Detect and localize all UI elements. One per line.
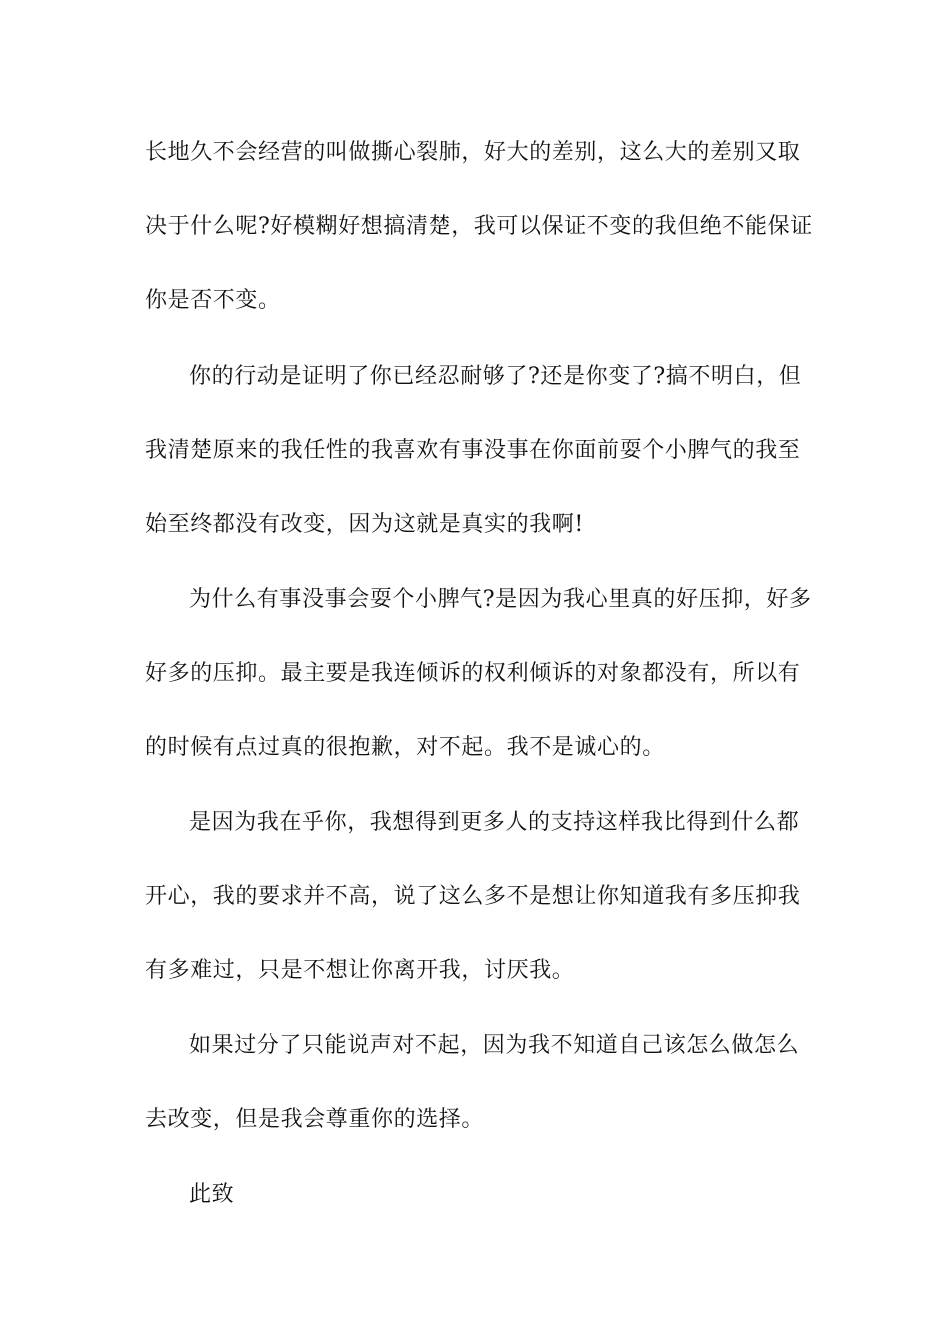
paragraph-line: 长地久不会经营的叫做撕心裂肺，好大的差别，这么大的差别又取 [145,140,801,165]
paragraph-line: 你是否不变。 [145,288,281,313]
closing-line: 此致 [189,1182,235,1207]
paragraph-line: 始至终都没有改变，因为这就是真实的我啊! [145,512,584,537]
paragraph-line: 有多难过，只是不想让你离开我，讨厌我。 [145,958,575,983]
paragraph-line: 的时候有点过真的很抱歉，对不起。我不是诚心的。 [145,735,665,760]
paragraph-line: 开心，我的要求并不高，说了这么多不是想让你知道我有多压抑我 [145,884,801,909]
paragraph-line: 我清楚原来的我任性的我喜欢有事没事在你面前耍个小脾气的我至 [145,438,801,463]
paragraph-line: 你的行动是证明了你已经忍耐够了?还是你变了?搞不明白，但 [189,364,802,389]
paragraph-line: 好多的压抑。最主要是我连倾诉的权利倾诉的对象都没有，所以有 [145,661,801,686]
paragraph-line: 是因为我在乎你，我想得到更多人的支持这样我比得到什么都 [189,810,800,835]
paragraph-line: 为什么有事没事会耍个小脾气?是因为我心里真的好压抑，好多 [189,587,812,612]
paragraph-line: 决于什么呢?好模糊好想搞清楚，我可以保证不变的我但绝不能保证 [145,214,813,239]
paragraph-line: 去改变，但是我会尊重你的选择。 [145,1107,485,1132]
paragraph-line: 如果过分了只能说声对不起，因为我不知道自己该怎么做怎么 [189,1033,800,1058]
